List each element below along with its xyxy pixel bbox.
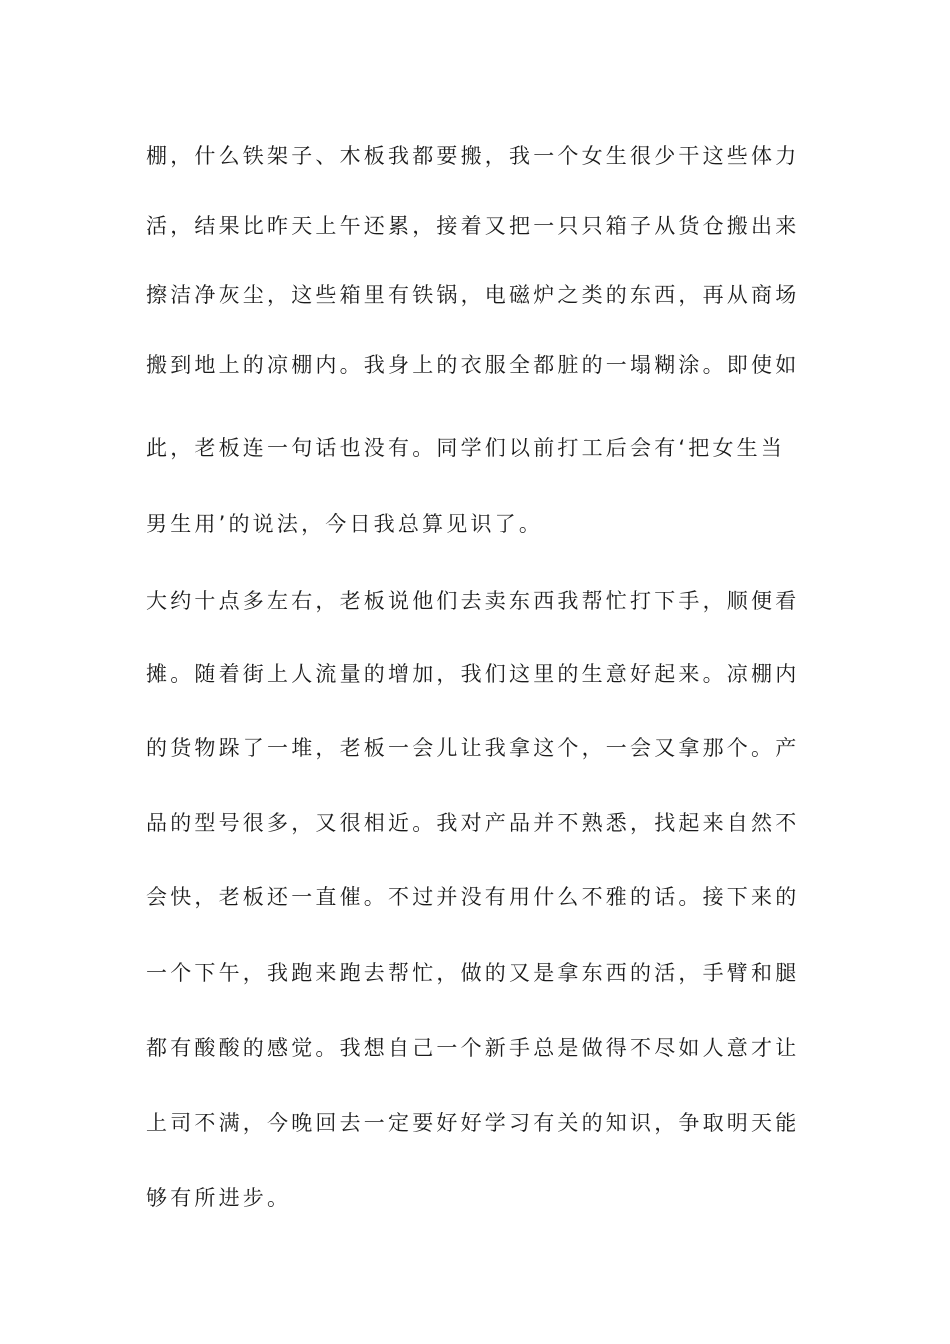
text-line: 会快，老板还一直催。不过并没有用什么不雅的话。接下来的 bbox=[146, 885, 800, 909]
text-line: 的货物跺了一堆，老板一会儿让我拿这个，一会又拿那个。产 bbox=[146, 736, 800, 760]
text-line: 搬到地上的凉棚内。我身上的衣服全都脏的一塌糊涂。即使如 bbox=[146, 353, 800, 377]
text-line: 棚，什么铁架子、木板我都要搬，我一个女生很少干这些体力 bbox=[146, 144, 800, 168]
text-line: 擦洁净灰尘，这些箱里有铁锅，电磁炉之类的东西，再从商场 bbox=[146, 283, 800, 307]
text-line: 品的型号很多，又很相近。我对产品并不熟悉，找起来自然不 bbox=[146, 811, 800, 835]
text-line: 一个下午，我跑来跑去帮忙，做的又是拿东西的活，手臂和腿 bbox=[146, 961, 800, 985]
text-line: 此，老板连一句话也没有。同学们以前打工后会有‘把女生当 bbox=[146, 436, 786, 460]
text-line: 上司不满，今晚回去一定要好好学习有关的知识，争取明天能 bbox=[146, 1111, 800, 1135]
text-line: 活，结果比昨天上午还累，接着又把一只只箱子从货仓搬出来 bbox=[146, 214, 800, 238]
text-line: 摊。随着街上人流量的增加，我们这里的生意好起来。凉棚内 bbox=[146, 662, 800, 686]
text-line: 都有酸酸的感觉。我想自己一个新手总是做得不尽如人意才让 bbox=[146, 1036, 800, 1060]
text-line: 男生用’的说法，今日我总算见识了。 bbox=[146, 512, 544, 536]
text-line: 够有所进步。 bbox=[146, 1186, 292, 1210]
text-line: 大约十点多左右，老板说他们去卖东西我帮忙打下手，顺便看 bbox=[146, 589, 800, 613]
